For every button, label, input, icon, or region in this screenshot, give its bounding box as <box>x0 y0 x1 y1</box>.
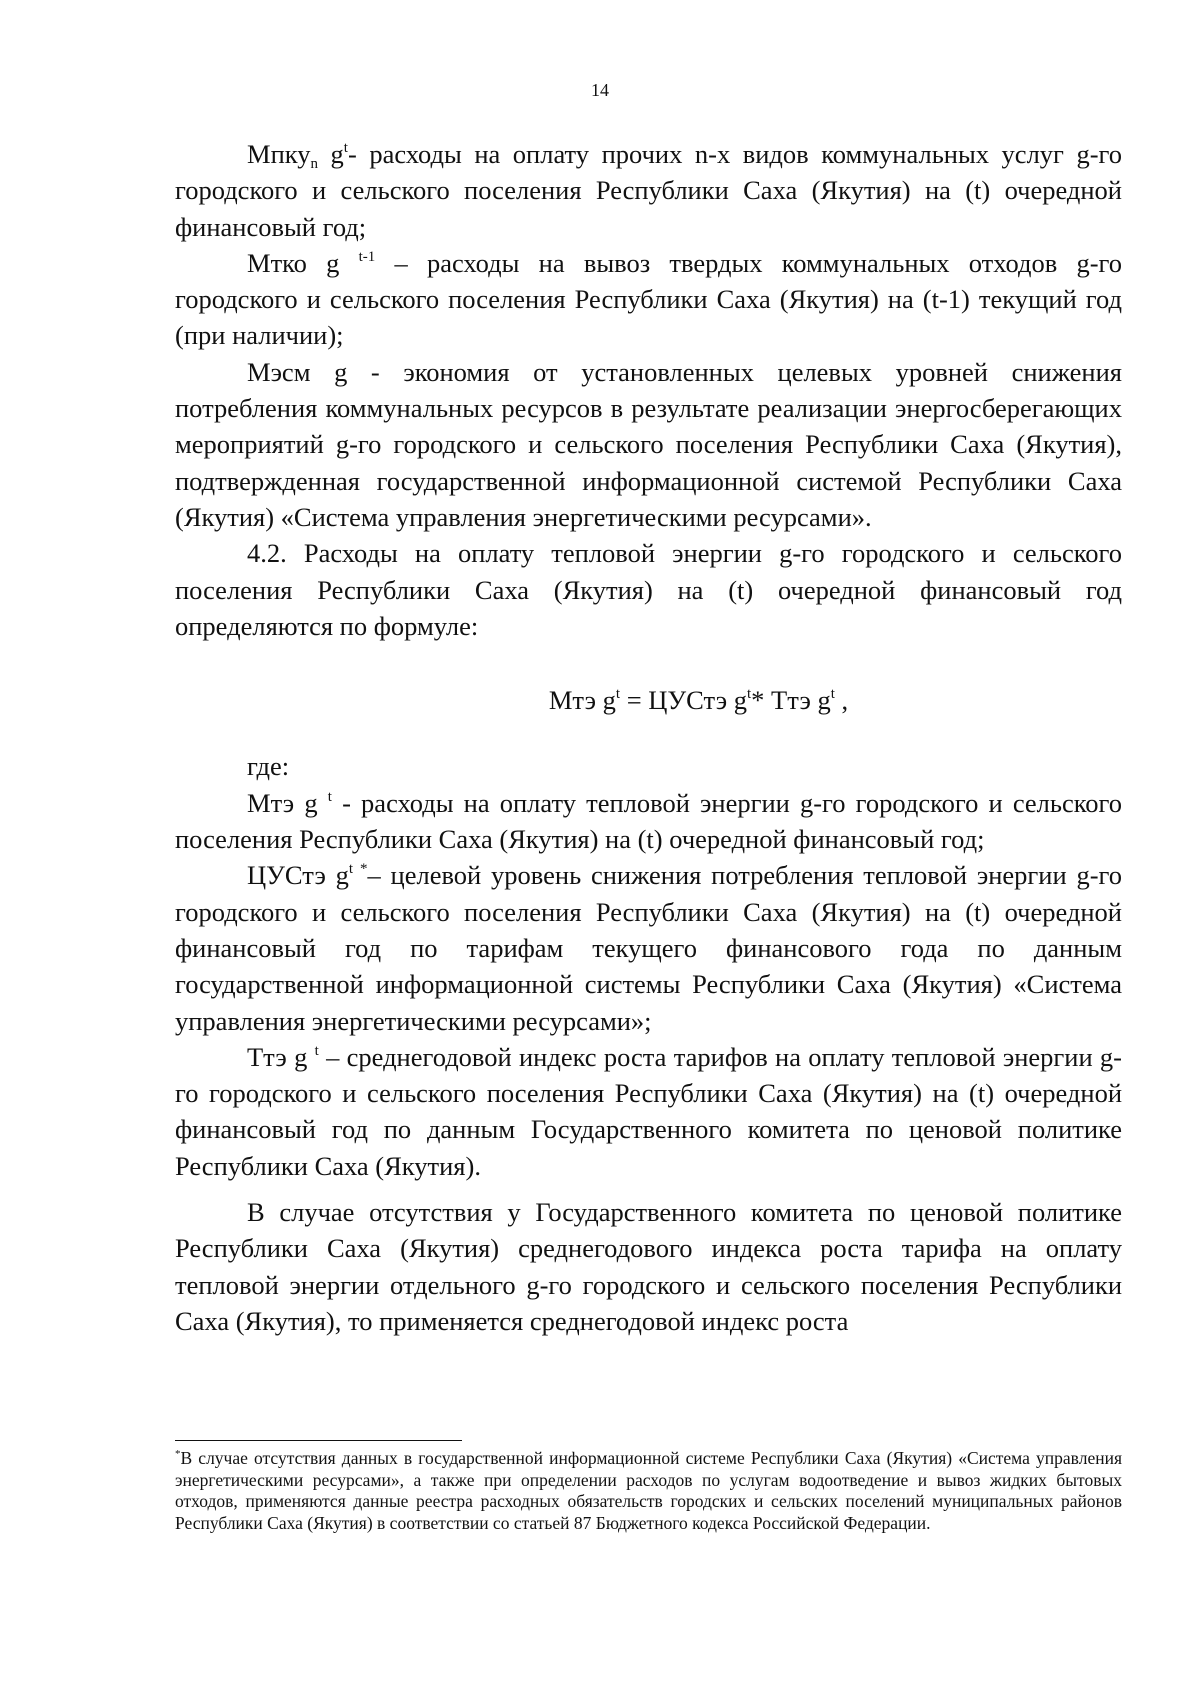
formula-sup: t <box>615 686 621 703</box>
formula-term-custe: = ЦУСтэ g <box>620 685 747 716</box>
definition-mpku <box>175 136 1122 245</box>
footnote-text: В случае отсутствия данных в государственной информационной системе Республики Саха (Якутия) «Система управления энергетическими ресурсами», а также при определении расходов по услугам водоотведение и вывоз жидких бытовых отходов, применяются данные реестра расходных обязательств городских и сельских поселений муниципальных районов Республики Саха (Якутия) в соответствии со статьей 87 Бюджетного кодекса Российской Федерации. <box>175 1448 1122 1533</box>
formula-end: , <box>834 685 849 716</box>
superscript: t-1 <box>358 248 376 265</box>
symbol-var: g <box>318 139 344 169</box>
definition-custe <box>175 857 1122 1038</box>
superscript: t <box>327 788 332 805</box>
subscript: n <box>310 156 318 172</box>
definition-text: - расходы на оплату прочих n-х видов коммунальных услуг g-го городского и сельского поселения Республики Саха (Якутия) на (t) очередной финансовый год; <box>175 139 1122 242</box>
superscript: t * <box>348 861 368 878</box>
definition-tte <box>175 1039 1122 1184</box>
symbol: Мпку <box>247 139 311 169</box>
definition-mesm: Мэсм g - экономия от установленных целевых уровней снижения потребления коммунальных ресурсов в результате реализации энергосберегающих мероприятий g-го городского и сельского поселения Республики Саха (Якутия), подтвержденная государственной информационной системой Республики Саха (Якутия) «Система управления энергетическими ресурсами». <box>175 356 1122 532</box>
section-4-2: 4.2. Расходы на оплату тепловой энергии g-го городского и сельского поселения Республики Саха (Якутия) на (t) очередной финансовый год определяются по формуле: <box>175 538 1122 641</box>
footnote-divider <box>175 1440 462 1441</box>
formula-sup: t <box>830 686 835 703</box>
formula-sup: t <box>747 686 752 703</box>
definition-text: – целевой уровень снижения потребления тепловой энергии g-го городского и сельского поселения Республики Саха (Якутия) на (t) очередной финансовый год по тарифам текущего финансового года по данным государственной информационной системы Республики Саха (Якутия) «Система управления энергетическими ресурсами»; <box>175 860 1122 1036</box>
definition-mte <box>175 785 1122 858</box>
closing-paragraph: В случае отсутствия у Государственного комитета по ценовой политике Республики Саха (Якутия) среднегодового индекса роста тарифа на оплату тепловой энергии отдельного g-го городского и сельского поселения Республики Саха (Якутия), то применяется среднегодовой индекс роста <box>175 1197 1122 1336</box>
definition-text: - расходы на оплату тепловой энергии g-го городского и сельского поселения Республики Саха (Якутия) на (t) очередной финансовый год; <box>175 787 1122 855</box>
footnote-mark: * <box>175 1448 181 1460</box>
symbol: Ттэ g <box>247 1041 315 1072</box>
superscript: t <box>314 1042 319 1059</box>
symbol: ЦУСтэ g <box>247 860 349 891</box>
page-number: 14 <box>591 80 609 100</box>
symbol: Мтко g <box>247 247 359 278</box>
definition-text: – расходы на вывоз твердых коммунальных отходов g-го городского и сельского поселения Республики Саха (Якутия) на (t-1) текущий год (при наличии); <box>175 247 1122 351</box>
document-body <box>175 136 1122 1339</box>
formula-lhs: Мтэ g <box>548 685 616 716</box>
formula-term-tte: * Ттэ g <box>751 685 831 716</box>
definition-text: – среднегодовой индекс роста тарифов на оплату тепловой энергии g-го городского и сельского поселения Республики Саха (Якутия) на (t) очередной финансовый год по данным Государственного комитета по ценовой политике Республики Саха (Якутия). <box>175 1041 1122 1181</box>
definition-mtko <box>175 245 1122 354</box>
where-label: где: <box>247 751 290 782</box>
symbol: Мтэ g <box>247 787 328 818</box>
footnote <box>175 1448 1122 1534</box>
superscript: t <box>343 140 348 156</box>
formula <box>175 682 1122 718</box>
